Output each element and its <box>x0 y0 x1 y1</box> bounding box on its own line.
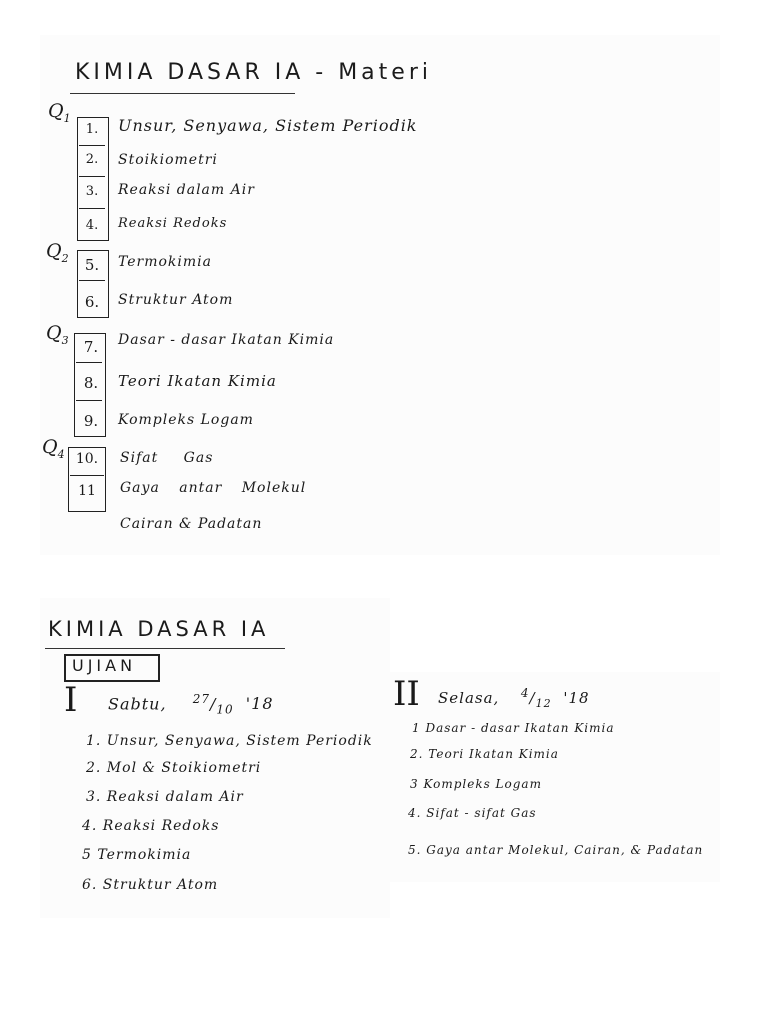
cell-divider <box>70 475 104 476</box>
part2-date-num: 4 <box>520 686 530 700</box>
part2-roman: II <box>393 674 420 714</box>
list-item: Dasar - dasar Ikatan Kimia <box>118 332 335 348</box>
part1-roman: I <box>64 680 78 720</box>
cell-divider <box>76 362 102 363</box>
part1-date-num: 27 <box>192 692 211 706</box>
part2-day: Selasa, <box>438 689 500 707</box>
cell-divider <box>76 400 102 401</box>
cell-divider <box>79 280 105 281</box>
list-item: Unsur, Senyawa, Sistem Periodik <box>118 116 418 135</box>
ujian-title: KIMIA DASAR IA <box>48 617 270 641</box>
part1-date-den: 10 <box>216 702 234 717</box>
list-item: Reaksi dalam Air <box>118 182 255 198</box>
part2-item: 4. Sifat - sifat Gas <box>408 806 537 820</box>
ujian-label: UJIAN <box>72 656 137 675</box>
ujian-sheet-left <box>40 598 390 918</box>
materi-title: KIMIA DASAR IA - Materi <box>75 60 432 85</box>
part1-item: 5 Termokimia <box>82 847 192 863</box>
part2-date-den: 12 <box>535 697 552 710</box>
part1-item: 4. Reaksi Redoks <box>82 818 220 834</box>
list-item: Kompleks Logam <box>118 412 254 428</box>
item-number: 7. <box>83 338 99 356</box>
item-number: 6. <box>84 293 100 311</box>
cell-divider <box>79 208 105 209</box>
list-item: Termokimia <box>118 254 212 270</box>
item-number: 8. <box>83 374 99 392</box>
part2-item: 1 Dasar - dasar Ikatan Kimia <box>412 721 615 735</box>
q1-label: $Q_1$ <box>48 100 71 125</box>
list-item: Struktur Atom <box>118 292 234 308</box>
item-number: 1. <box>85 122 99 137</box>
part2-date: Selasa, $^4/_{12}$ '18 <box>438 686 590 710</box>
part1-day: Sabtu, <box>108 694 167 714</box>
list-item: Gaya antar Molekul <box>120 480 307 496</box>
list-item: Sifat Gas <box>120 450 214 466</box>
part1-item: 2. Mol & Stoikiometri <box>86 760 262 776</box>
list-item: Teori Ikatan Kimia <box>118 372 277 390</box>
list-item: Reaksi Redoks <box>118 216 228 231</box>
item-number: 11 <box>78 483 96 499</box>
item-number: 3. <box>85 184 99 199</box>
item-number: 10. <box>75 451 99 467</box>
item-number: 5. <box>84 256 100 274</box>
ujian-title-underline <box>45 648 285 649</box>
part1-year: '18 <box>245 694 274 714</box>
item-number: 9. <box>83 412 99 430</box>
part2-item: 5. Gaya antar Molekul, Cairan, & Padatan <box>408 843 704 857</box>
q3-label: $Q_3$ <box>46 322 69 347</box>
item-number: 2. <box>85 152 99 167</box>
cell-divider <box>79 176 105 177</box>
list-item: Stoikiometri <box>118 152 218 168</box>
part1-item: 6. Struktur Atom <box>82 877 219 893</box>
part1-item: 3. Reaksi dalam Air <box>86 789 244 805</box>
item-number: 4. <box>85 218 99 233</box>
part1-date: Sabtu, $^{27}/_{10}$ '18 <box>108 692 274 717</box>
part2-item: 3 Kompleks Logam <box>410 777 542 791</box>
part2-year: '18 <box>563 689 590 707</box>
part1-item: 1. Unsur, Senyawa, Sistem Periodik <box>86 733 373 749</box>
q2-label: $Q_2$ <box>46 240 69 265</box>
materi-title-underline <box>70 93 295 94</box>
q4-label: $Q_4$ <box>42 436 65 461</box>
cell-divider <box>79 145 105 146</box>
list-item-continuation: Cairan & Padatan <box>120 516 263 532</box>
part2-item: 2. Teori Ikatan Kimia <box>410 747 559 761</box>
